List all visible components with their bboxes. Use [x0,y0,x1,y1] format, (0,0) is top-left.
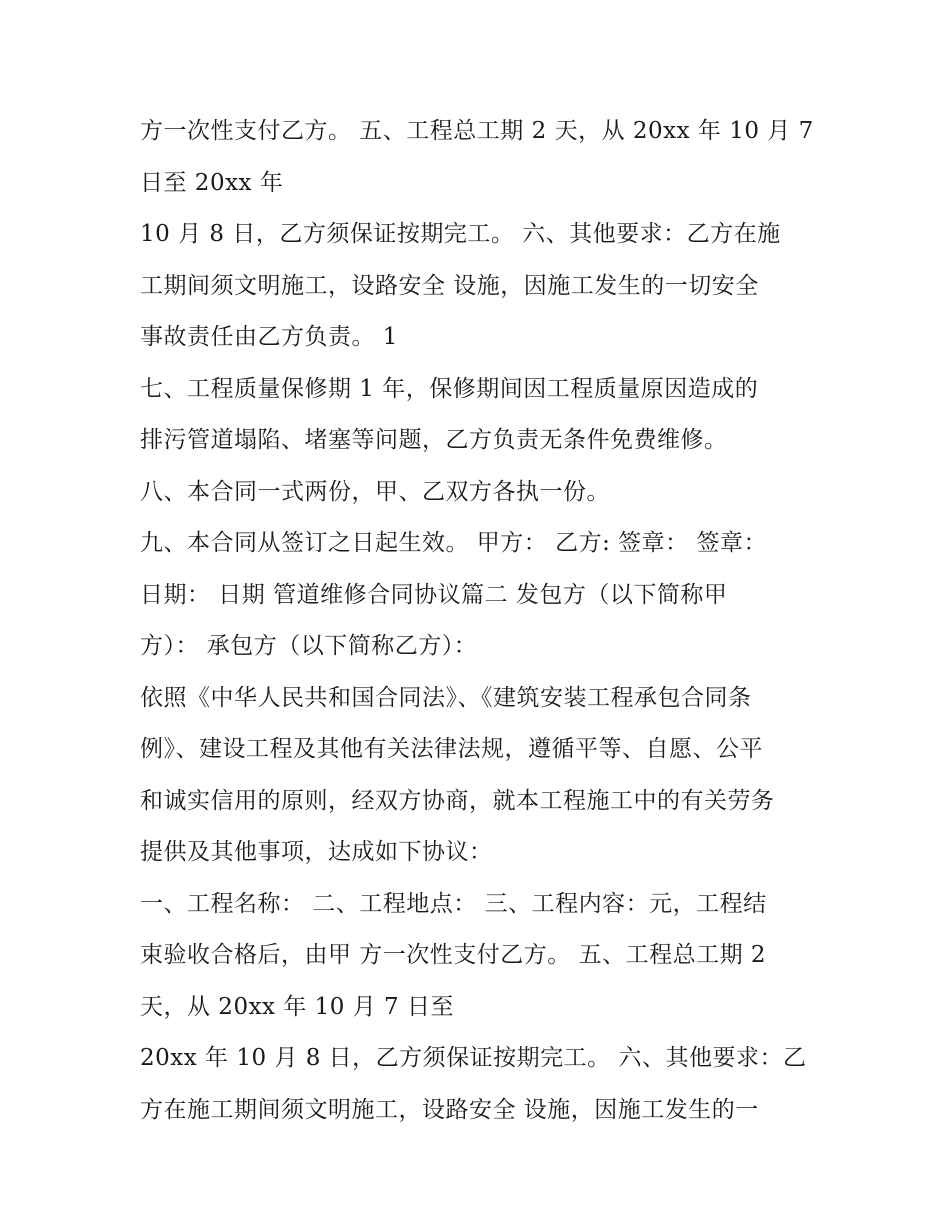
text-line: 日期： 日期 管道维修合同协议篇二 发包方（以下简称甲 [140,581,728,608]
text-line: 束验收合格后，由甲 方一次性支付乙方。 五、工程总工期 2 [140,942,767,968]
text-line: 提供及其他事项，达成如下协议： [140,839,493,865]
text-line: 事故责任由乙方负责。 1 [140,324,398,350]
text-line: 方在施工期间须文明施工，设路安全 设施，因施工发生的一 [140,1096,759,1123]
text-line: 例》、建设工程及其他有关法律法规，遵循平等、自愿、公平 [140,736,763,762]
text-line: 依照《中华人民共和国合同法》、《建筑安装工程承包合同条 [140,684,752,711]
text-line: 一、工程名称： 二、工程地点： 三、工程内容：元，工程结 [140,890,767,917]
text-line: 排污管道塌陷、堵塞等问题，乙方负责无条件免费维修。 [140,427,728,453]
text-line: 20xx 年 10 月 8 日，乙方须保证按期完工。 六、其他要求：乙 [140,1045,807,1071]
text-line: 方）： 承包方（以下简称乙方）： [140,633,478,659]
document-body [140,106,830,1136]
text-line: 和诚实信用的原则，经双方协商，就本工程施工中的有关劳务 [140,787,775,814]
text-line: 七、工程质量保修期 1 年，保修期间因工程质量原因造成的 [140,375,759,402]
text-line: 方一次性支付乙方。 五、工程总工期 2 天，从 20xx 年 10 月 7 [140,118,814,144]
text-line: 10 月 8 日，乙方须保证按期完工。 六、其他要求：乙方在施 [140,221,781,247]
text-line: 天，从 20xx 年 10 月 7 日至 [140,993,454,1020]
text-line: 工期间须文明施工，设路安全 设施，因施工发生的一切安全 [140,272,759,299]
text-line: 九、本合同从签订之日起生效。 甲方： 乙方: 签章： 签章： [140,530,767,556]
text-line: 日至 20xx 年 [140,169,284,196]
text-line: 八、本合同一式两份，甲、乙双方各执一份。 [140,478,610,505]
